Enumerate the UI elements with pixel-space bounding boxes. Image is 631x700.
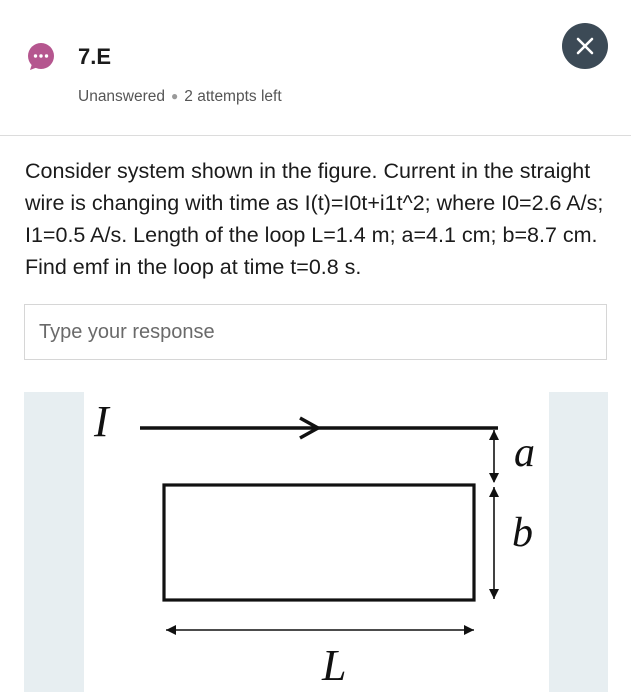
physics-figure (84, 392, 549, 692)
distance-a-label: a (514, 430, 535, 476)
dimension-a-arrow-top (489, 430, 499, 440)
chat-bubble-icon (26, 42, 56, 72)
dimension-a-arrow-bottom (489, 473, 499, 483)
answer-status: Unanswered (78, 88, 166, 105)
close-button[interactable] (562, 23, 608, 69)
dimension-b-arrow-top (489, 487, 499, 497)
current-label: I (94, 397, 109, 446)
close-icon (562, 23, 608, 69)
distance-b-label: b (512, 510, 533, 556)
question-status (78, 88, 282, 106)
question-number: 7.E (78, 44, 112, 69)
dimension-l-arrow-right (464, 625, 474, 635)
attempts-left: 2 attempts left (184, 88, 282, 105)
dimension-l-arrow-left (166, 625, 176, 635)
question-text: Consider system shown in the figure. Current in the straight wire is changing with time as I(t)=I0t+i1t^2; where I0=2.6 A/s; I1=0.5 A/s. Length of the loop L=1.4 m; a=4.1 cm; b=8.7 cm. Find emf in the loop at time t=0.8 s. (25, 159, 604, 279)
question-header (0, 0, 631, 136)
dimension-b-arrow-bottom (489, 589, 499, 599)
figure-background-left (24, 392, 84, 692)
figure-background-right (549, 392, 608, 692)
length-label: L (322, 641, 347, 690)
wire-loop (164, 485, 474, 600)
response-input[interactable] (24, 304, 607, 360)
separator-dot: ● (171, 89, 179, 103)
